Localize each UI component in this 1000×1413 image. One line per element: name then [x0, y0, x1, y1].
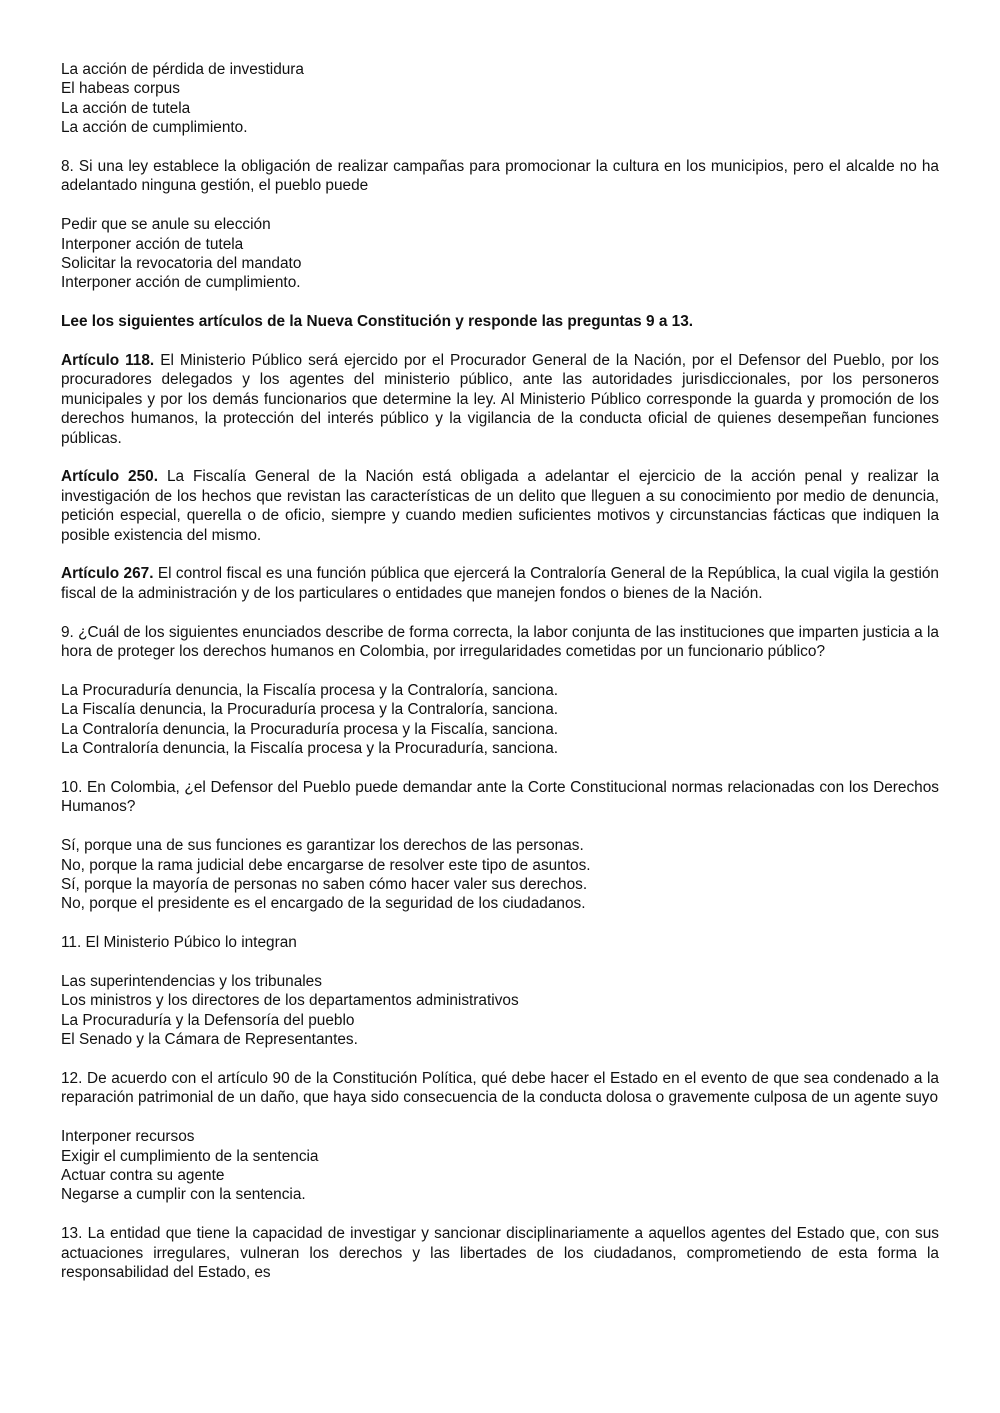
- option[interactable]: La acción de pérdida de investidura: [61, 61, 304, 78]
- article-title: Artículo 250.: [61, 468, 159, 486]
- option[interactable]: El Senado y la Cámara de Representantes.: [61, 1031, 358, 1049]
- question-10-options: [61, 836, 939, 914]
- question-11: 11. El Ministerio Púbico lo integran: [61, 934, 297, 952]
- question-13: 13. La entidad que tiene la capacidad de investigar y sancionar disciplinariamente a aquellos agentes del Estado que, con sus actuaciones irregulares, vulneran los derechos y las libertades de los ciudadanos, comprometiendo de esta forma la responsabilidad del Estado, es: [61, 1225, 939, 1281]
- question-9: 9. ¿Cuál de los siguientes enunciados describe de forma correcta, la labor conjunta de las instituciones que imparten justicia a la hora de proteger los derechos humanos en Colombia, por irregularidades cometidas por un funcionario público?: [61, 623, 939, 661]
- article-title: Artículo 267.: [61, 565, 154, 583]
- question-7-options: [61, 60, 939, 138]
- option[interactable]: Interponer acción de cumplimiento.: [61, 274, 301, 292]
- article-267: [61, 564, 939, 603]
- option[interactable]: La Contraloría denuncia, la Procuraduría procesa y la Fiscalía, sanciona.: [61, 720, 559, 738]
- option[interactable]: Interponer recursos: [61, 1128, 195, 1146]
- article-250: [61, 467, 939, 545]
- option[interactable]: Exigir el cumplimiento de la sentencia: [61, 1147, 319, 1165]
- question-11-options: [61, 972, 939, 1050]
- option[interactable]: La acción de tutela: [61, 99, 191, 117]
- article-118: [61, 351, 939, 448]
- article-title: Artículo 118.: [61, 352, 155, 370]
- option[interactable]: Interponer acción de tutela: [61, 235, 244, 253]
- option[interactable]: Sí, porque una de sus funciones es garantizar los derechos de las personas.: [61, 837, 584, 855]
- question-12-options: [61, 1127, 939, 1205]
- option[interactable]: Sí, porque la mayoría de personas no saben cómo hacer valer sus derechos.: [61, 875, 588, 893]
- question-10: 10. En Colombia, ¿el Defensor del Pueblo puede demandar ante la Corte Constitucional normas relacionadas con los Derechos Humanos?: [61, 778, 939, 816]
- option[interactable]: La Fiscalía denuncia, la Procuraduría procesa y la Contraloría, sanciona.: [61, 701, 559, 719]
- option[interactable]: No, porque el presidente es el encargado de la seguridad de los ciudadanos.: [61, 895, 586, 913]
- option[interactable]: Las superintendencias y los tribunales: [61, 972, 322, 990]
- option[interactable]: Solicitar la revocatoria del mandato: [61, 255, 302, 273]
- question-9-options: [61, 681, 939, 759]
- option[interactable]: Pedir que se anule su elección: [61, 216, 271, 234]
- option[interactable]: No, porque la rama judicial debe encargarse de resolver este tipo de asuntos.: [61, 856, 591, 874]
- article-text: El control fiscal es una función pública que ejercerá la Contraloría General de la República, la cual vigila la gestión fiscal de la administración y de los particulares o entidades que manejen fondos o bienes de la Nación.: [61, 565, 939, 602]
- article-text: El Ministerio Público será ejercido por el Procurador General de la Nación, por el Defensor del Pueblo, por los procuradores delegados y los agentes del ministerio público, ante las autoridades jurisdiccionales, por los personeros municipales y por los demás funcionarios que determine la ley. Al Ministerio Público corresponde la guarda y promoción de los derechos humanos, la protección del interés público y la vigilancia de la conducta oficial de quienes desempeñan funciones públicas.: [61, 352, 940, 447]
- option[interactable]: La acción de cumplimiento.: [61, 119, 248, 137]
- option[interactable]: Negarse a cumplir con la sentencia.: [61, 1186, 306, 1204]
- option[interactable]: La Procuraduría y la Defensoría del pueblo: [61, 1011, 355, 1029]
- option[interactable]: Los ministros y los directores de los departamentos administrativos: [61, 992, 519, 1010]
- option[interactable]: La Procuraduría denuncia, la Fiscalía procesa y la Contraloría, sanciona.: [61, 681, 559, 699]
- option[interactable]: La Contraloría denuncia, la Fiscalía procesa y la Procuraduría, sanciona.: [61, 740, 559, 758]
- option[interactable]: Actuar contra su agente: [61, 1166, 225, 1184]
- question-12: 12. De acuerdo con el artículo 90 de la Constitución Política, qué debe hacer el Estado en el evento de que sea condenado a la reparación patrimonial de un daño, que haya sido consecuencia de la conducta dolosa o gravemente culposa de un agente suyo: [61, 1069, 939, 1107]
- instruction-heading: Lee los siguientes artículos de la Nueva Constitución y responde las preguntas 9 a 13.: [61, 313, 694, 331]
- article-text: La Fiscalía General de la Nación está obligada a adelantar el ejercicio de la acción penal y realizar la investigación de los hechos que revistan las características de un delito que lleguen a su conocimiento por medio de denuncia, petición especial, querella o de oficio, siempre y cuando medien suficientes motivos y circunstancias fácticas que indiquen la posible existencia del mismo.: [61, 468, 940, 544]
- question-8: 8. Si una ley establece la obligación de realizar campañas para promocionar la cultura en los municipios, pero el alcalde no ha adelantado ninguna gestión, el pueblo puede: [61, 158, 939, 195]
- option[interactable]: El habeas corpus: [61, 80, 180, 98]
- question-8-options: [61, 215, 939, 293]
